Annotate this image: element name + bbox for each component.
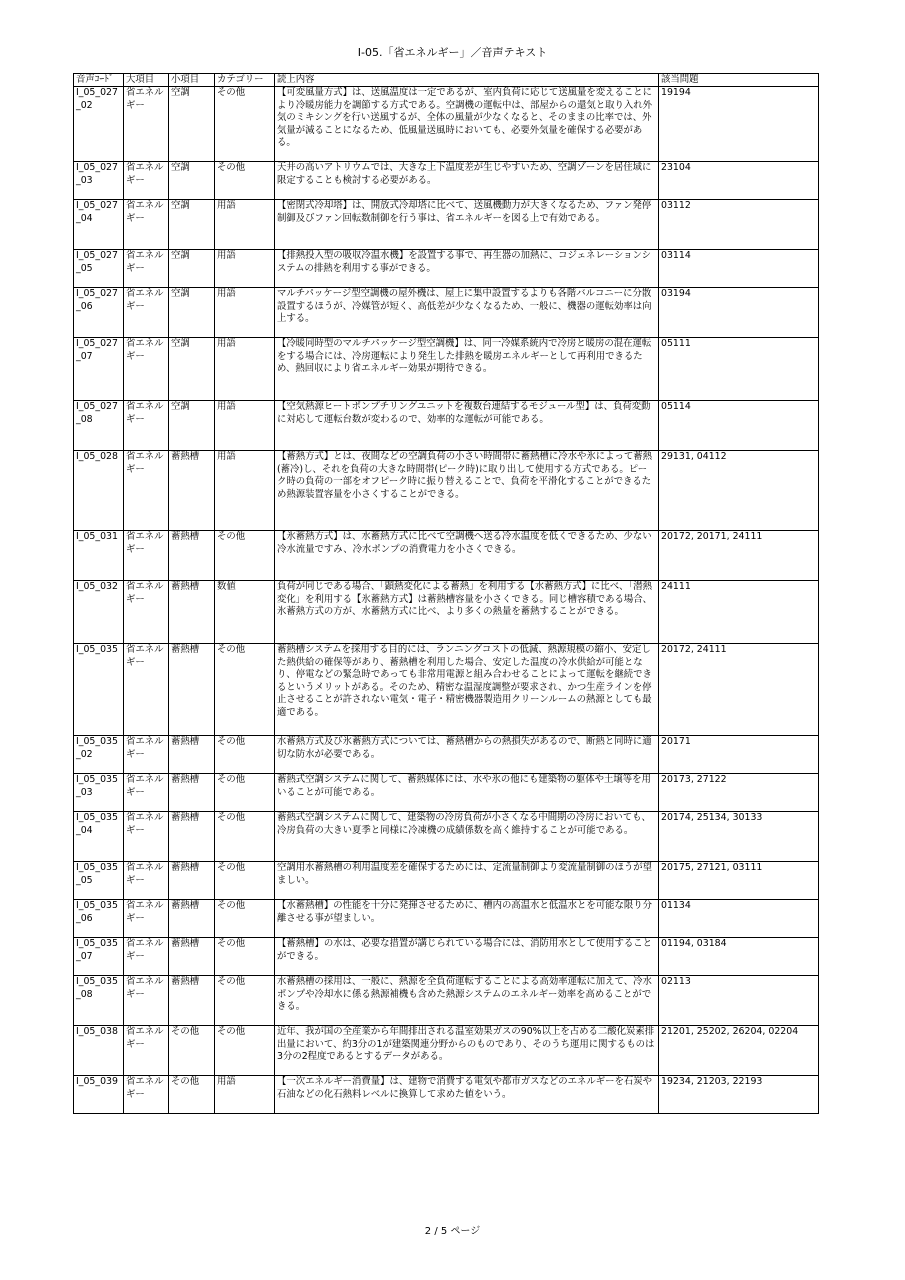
row-category: その他: [215, 774, 275, 812]
row-minor-item: 蓄熱槽: [169, 812, 215, 862]
table-row: [74, 162, 819, 200]
row-code: I_05_027_07: [74, 338, 124, 401]
row-minor-item: 空調: [169, 87, 215, 162]
row-code: I_05_032: [74, 581, 124, 644]
row-category: 用語: [215, 1076, 275, 1114]
column-header-minor: 小項目: [169, 74, 215, 87]
row-code: I_05_027_02: [74, 87, 124, 162]
row-reading-text: 【一次エネルギー消費量】は、建物で消費する電気や都市ガスなどのエネルギーを石炭や石油などの化石熱料レベルに換算して求めた値をいう。: [275, 1076, 659, 1114]
row-reading-text: マルチパッケージ型空調機の屋外機は、屋上に集中設置するよりも各階バルコニーに分散設置するほうが、冷媒管が短く、高低差が少なくなるため、一般に、機器の運転効率は向上する。: [275, 288, 659, 338]
row-reading-text: 近年、我が国の全産業から年間排出される温室効果ガスの90%以上を占める二酸化炭素排出量において、約3分の1が建築関連分野からのものであり、そのうち運用に関するものは3分の2程度であるとするデータがある。: [275, 1026, 659, 1076]
row-minor-item: 蓄熱槽: [169, 644, 215, 736]
row-major-item: 省エネルギー: [124, 774, 169, 812]
column-header-text: 読上内容: [275, 74, 659, 87]
row-code: I_05_035: [74, 644, 124, 736]
row-reading-text: 【氷蓄熱方式】は、水蓄熱方式に比べて空調機へ送る冷水温度を低くできるため、少ない冷水流量ですみ、冷水ポンプの消費電力を小さくできる。: [275, 531, 659, 581]
row-code: I_05_035_05: [74, 862, 124, 900]
row-category: 用語: [215, 200, 275, 250]
row-minor-item: 蓄熱槽: [169, 451, 215, 531]
row-problem-numbers: 03112: [659, 200, 819, 250]
row-minor-item: 蓄熱槽: [169, 774, 215, 812]
table-row: [74, 581, 819, 644]
row-category: その他: [215, 976, 275, 1026]
table-row: [74, 451, 819, 531]
row-major-item: 省エネルギー: [124, 451, 169, 531]
row-major-item: 省エネルギー: [124, 644, 169, 736]
table-row: [74, 401, 819, 451]
row-category: その他: [215, 644, 275, 736]
row-minor-item: 蓄熱槽: [169, 900, 215, 938]
row-minor-item: 空調: [169, 338, 215, 401]
row-category: その他: [215, 87, 275, 162]
row-reading-text: 【冷暖同時型のマルチパッケージ型空調機】は、同一冷媒系統内で冷房と暖房の混在運転をする場合には、冷房運転により発生した排熱を暖房エネルギーとして再利用できるため、熱回収により省エネルギー効果が期待できる。: [275, 338, 659, 401]
row-code: I_05_035_04: [74, 812, 124, 862]
row-minor-item: 空調: [169, 162, 215, 200]
row-major-item: 省エネルギー: [124, 162, 169, 200]
row-category: 数値: [215, 581, 275, 644]
column-header-code: 音声ｺｰﾄﾞ: [74, 74, 124, 87]
row-problem-numbers: 01134: [659, 900, 819, 938]
row-reading-text: 【密閉式冷却塔】は、開放式冷却塔に比べて、送風機動力が大きくなるため、ファン発停制御及びファン回転数制御を行う事は、省エネルギーを図る上で有効である。: [275, 200, 659, 250]
row-major-item: 省エネルギー: [124, 1026, 169, 1076]
row-problem-numbers: 20172, 20171, 24111: [659, 531, 819, 581]
row-category: 用語: [215, 288, 275, 338]
row-reading-text: 【可変風量方式】は、送風温度は一定であるが、室内負荷に応じて送風量を変えることにより冷暖房能力を調節する方式である。空調機の運転中は、部屋からの還気と取り入れ外気のミキシングを行い送風するが、全体の風量が少なくなると、そのままの比率では、外気量が減ることになるため、低風量送風時においても、必要外気量を確保する必要がある。: [275, 87, 659, 162]
row-problem-numbers: 05111: [659, 338, 819, 401]
row-category: 用語: [215, 250, 275, 288]
table-row: [74, 644, 819, 736]
row-problem-numbers: 19234, 21203, 22193: [659, 1076, 819, 1114]
row-reading-text: 水蓄熱槽の採用は、一般に、熱源を全負荷運転することによる高効率運転に加えて、冷水ポンプや冷却水に係る熱源補機も含めた熱源システムのエネルギー効率を高めることができる。: [275, 976, 659, 1026]
row-code: I_05_035_02: [74, 736, 124, 774]
row-problem-numbers: 01194, 03184: [659, 938, 819, 976]
row-major-item: 省エネルギー: [124, 250, 169, 288]
row-reading-text: 水蓄熱方式及び氷蓄熱方式については、蓄熱槽からの熱損失があるので、断熱と同時に適切な防水が必要である。: [275, 736, 659, 774]
row-code: I_05_035_06: [74, 900, 124, 938]
row-code: I_05_027_04: [74, 200, 124, 250]
row-category: 用語: [215, 338, 275, 401]
row-reading-text: 蓄熱式空調システムに関して、蓄熱媒体には、水や氷の他にも建築物の躯体や土壌等を用いることが可能である。: [275, 774, 659, 812]
row-major-item: 省エネルギー: [124, 200, 169, 250]
row-code: I_05_035_03: [74, 774, 124, 812]
table-row: [74, 1026, 819, 1076]
row-minor-item: その他: [169, 1026, 215, 1076]
table-row: [74, 938, 819, 976]
row-minor-item: 蓄熱槽: [169, 862, 215, 900]
row-code: I_05_035_07: [74, 938, 124, 976]
table-row: [74, 338, 819, 401]
row-reading-text: 【蓄熱方式】とは、夜間などの空調負荷の小さい時間帯に蓄熱槽に冷水や氷によって蓄熱(蓄冷)し、それを負荷の大きな時間帯(ピーク時)に取り出して使用する方式である。ピーク時の負荷の一部をオフピーク時に振り替えることで、負荷を平滑化することができるため熱源装置容量を小さくすることができる。: [275, 451, 659, 531]
row-minor-item: 空調: [169, 288, 215, 338]
row-minor-item: その他: [169, 1076, 215, 1114]
table-row: [74, 250, 819, 288]
row-reading-text: 空調用水蓄熱槽の利用温度差を確保するためには、定流量制御より変流量制御のほうが望ましい。: [275, 862, 659, 900]
row-problem-numbers: 02113: [659, 976, 819, 1026]
row-category: その他: [215, 1026, 275, 1076]
table-row: [74, 774, 819, 812]
row-code: I_05_027_03: [74, 162, 124, 200]
row-minor-item: 空調: [169, 200, 215, 250]
row-category: その他: [215, 162, 275, 200]
row-problem-numbers: 20172, 24111: [659, 644, 819, 736]
row-major-item: 省エネルギー: [124, 401, 169, 451]
row-reading-text: 天井の高いアトリウムでは、大きな上下温度差が生じやすいため、空調ゾーンを居住域に限定することも検討する必要がある。: [275, 162, 659, 200]
row-problem-numbers: 20174, 25134, 30133: [659, 812, 819, 862]
row-reading-text: 【蓄熱槽】の水は、必要な措置が講じられている場合には、消防用水として使用することができる。: [275, 938, 659, 976]
row-category: 用語: [215, 451, 275, 531]
page-number: 2 / 5 ページ: [424, 1226, 481, 1237]
row-minor-item: 蓄熱槽: [169, 531, 215, 581]
row-category: 用語: [215, 401, 275, 451]
row-problem-numbers: 05114: [659, 401, 819, 451]
table-row: [74, 531, 819, 581]
row-code: I_05_031: [74, 531, 124, 581]
column-header-major: 大項目: [124, 74, 169, 87]
row-problem-numbers: 23104: [659, 162, 819, 200]
row-minor-item: 蓄熱槽: [169, 938, 215, 976]
row-problem-numbers: 19194: [659, 87, 819, 162]
row-minor-item: 蓄熱槽: [169, 581, 215, 644]
row-reading-text: 【空気熱源ヒートポンプチリングユニットを複数台連結するモジュール型】は、負荷変動に対応して運転台数が変わるので、効率的な運転が可能である。: [275, 401, 659, 451]
row-category: その他: [215, 531, 275, 581]
row-reading-text: 【排熱投入型の吸収冷温水機】を設置する事で、再生器の加熱に、コジェネレーションシステムの排熱を利用する事ができる。: [275, 250, 659, 288]
row-reading-text: 負荷が同じである場合、「顕熱変化による蓄熱」を利用する【水蓄熱方式】に比べ、「潜熱変化」を利用する【氷蓄熱方式】は蓄熱槽容量を小さくできる。同じ槽容積である場合、氷蓄熱方式の方が、水蓄熱方式に比べ、より多くの熱量を蓄熱することができる。: [275, 581, 659, 644]
table-row: [74, 812, 819, 862]
row-code: I_05_027_06: [74, 288, 124, 338]
row-category: その他: [215, 900, 275, 938]
table-row: [74, 288, 819, 338]
table-row: [74, 1076, 819, 1114]
row-minor-item: 蓄熱槽: [169, 976, 215, 1026]
row-major-item: 省エネルギー: [124, 938, 169, 976]
row-problem-numbers: 20171: [659, 736, 819, 774]
row-code: I_05_039: [74, 1076, 124, 1114]
row-category: その他: [215, 736, 275, 774]
row-major-item: 省エネルギー: [124, 87, 169, 162]
row-category: その他: [215, 938, 275, 976]
row-major-item: 省エネルギー: [124, 736, 169, 774]
table-row: [74, 976, 819, 1026]
row-code: I_05_027_05: [74, 250, 124, 288]
row-minor-item: 空調: [169, 250, 215, 288]
row-problem-numbers: 29131, 04112: [659, 451, 819, 531]
row-category: その他: [215, 812, 275, 862]
row-reading-text: 【水蓄熱槽】の性能を十分に発揮させるために、槽内の高温水と低温水とを可能な限り分離させる事が望ましい。: [275, 900, 659, 938]
row-problem-numbers: 20175, 27121, 03111: [659, 862, 819, 900]
row-major-item: 省エネルギー: [124, 531, 169, 581]
row-major-item: 省エネルギー: [124, 288, 169, 338]
row-minor-item: 空調: [169, 401, 215, 451]
table-row: [74, 862, 819, 900]
row-problem-numbers: 03114: [659, 250, 819, 288]
row-problem-numbers: 03194: [659, 288, 819, 338]
row-code: I_05_035_08: [74, 976, 124, 1026]
row-reading-text: 蓄熱槽システムを採用する目的には、ランニングコストの低減、熱源規模の縮小、安定した熱供給の確保等があり、蓄熱槽を利用した場合、安定した温度の冷水供給が可能となり、停電などの緊急時であっても非常用電源と組み合わせることによって運転を継続できるというメリットがある。そのため、精密な温湿度調整が要求され、かつ生産ラインを停止させることが許されない電気・電子・精密機器製造用クリーンルームの熱源としても最適である。: [275, 644, 659, 736]
audio-text-table: [73, 73, 819, 1114]
table-row: [74, 200, 819, 250]
row-major-item: 省エネルギー: [124, 900, 169, 938]
table-row: [74, 87, 819, 162]
table-row: [74, 900, 819, 938]
row-code: I_05_038: [74, 1026, 124, 1076]
row-code: I_05_027_08: [74, 401, 124, 451]
row-major-item: 省エネルギー: [124, 812, 169, 862]
row-code: I_05_028: [74, 451, 124, 531]
table-header-row: [74, 74, 819, 87]
row-reading-text: 蓄熱式空調システムに関して、建築物の冷房負荷が小さくなる中間期の冷房においても、冷房負荷の大きい夏季と同様に冷凍機の成績係数を高く維持することが可能である。: [275, 812, 659, 862]
row-major-item: 省エネルギー: [124, 1076, 169, 1114]
row-minor-item: 蓄熱槽: [169, 736, 215, 774]
row-major-item: 省エネルギー: [124, 976, 169, 1026]
row-category: その他: [215, 862, 275, 900]
row-problem-numbers: 20173, 27122: [659, 774, 819, 812]
row-problem-numbers: 24111: [659, 581, 819, 644]
row-major-item: 省エネルギー: [124, 581, 169, 644]
column-header-problems: 該当問題: [659, 74, 819, 87]
page-title: I-05.「省エネルギー」／音声テキスト: [357, 46, 548, 59]
column-header-category: カテゴリー: [215, 74, 275, 87]
row-major-item: 省エネルギー: [124, 338, 169, 401]
row-problem-numbers: 21201, 25202, 26204, 02204: [659, 1026, 819, 1076]
table-row: [74, 736, 819, 774]
row-major-item: 省エネルギー: [124, 862, 169, 900]
